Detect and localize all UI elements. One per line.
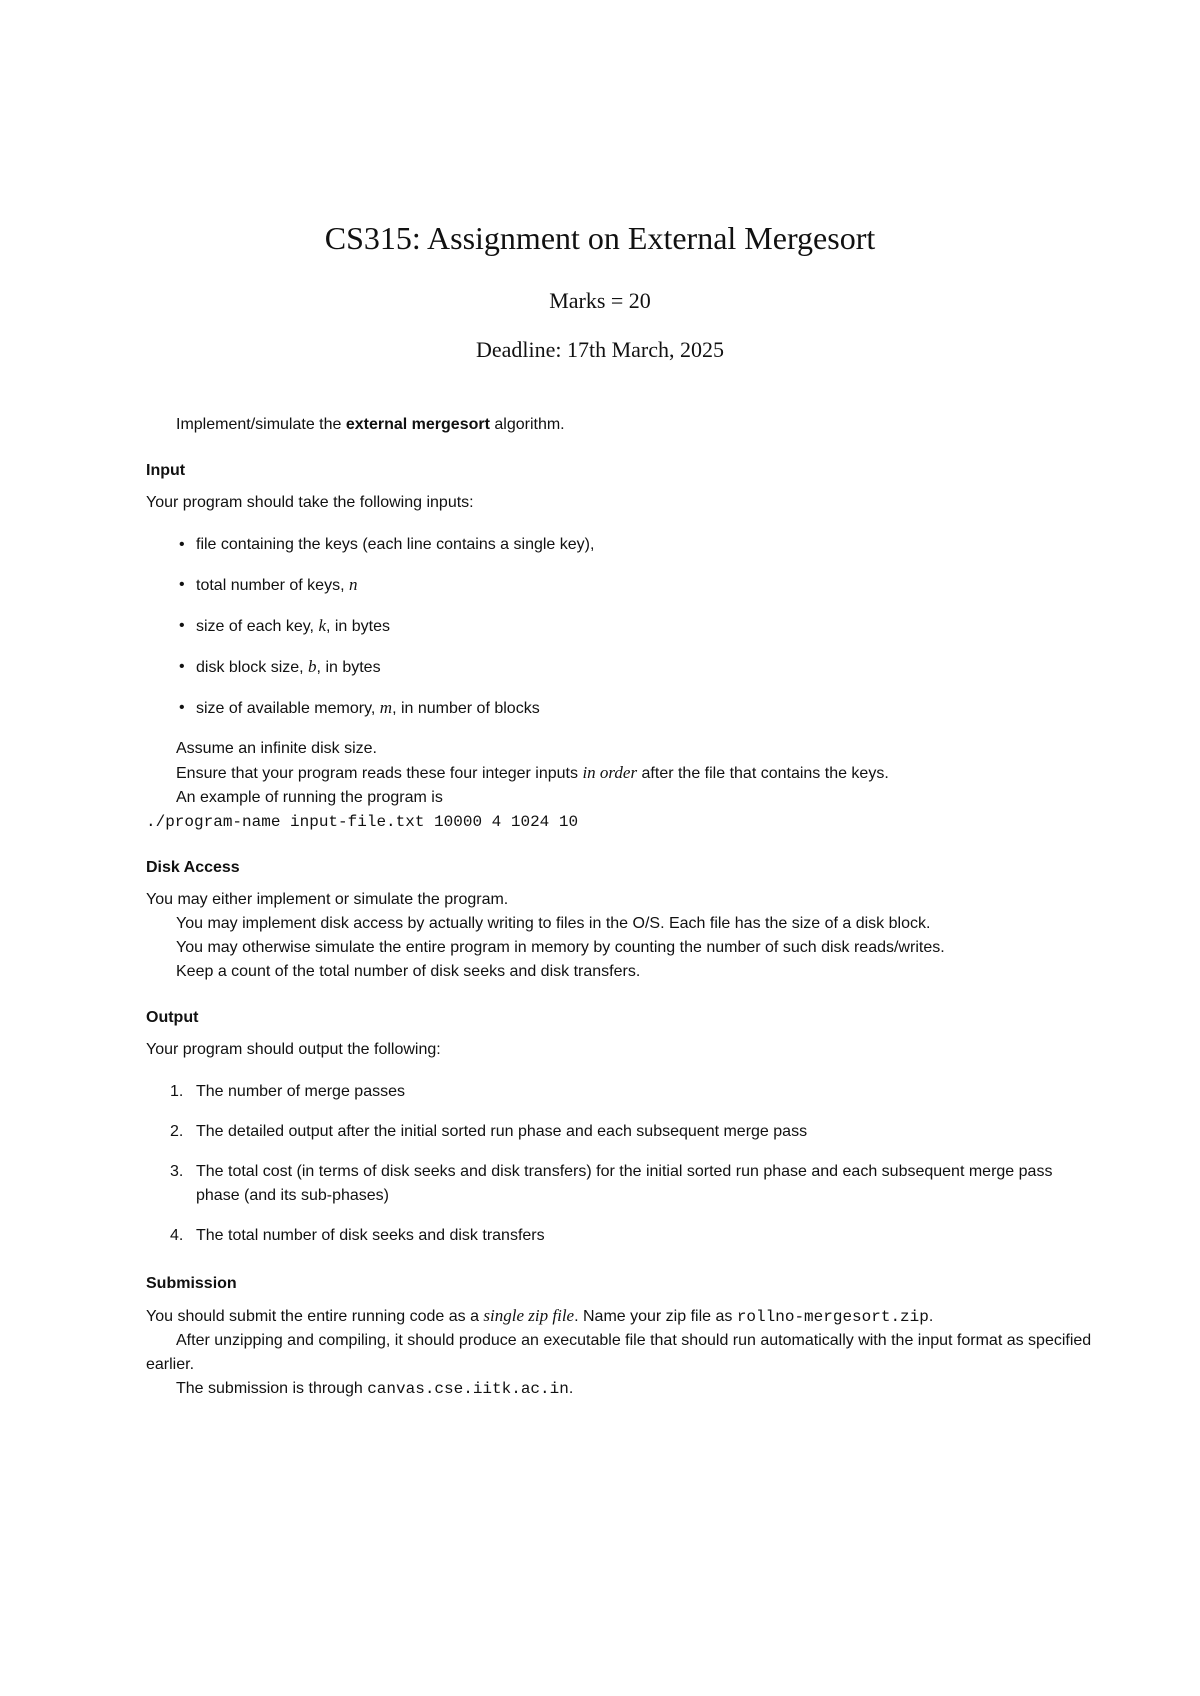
item-number: 2.	[170, 1123, 184, 1140]
bullet-icon: •	[179, 576, 185, 593]
intro-text-after: algorithm.	[489, 416, 565, 433]
submission-line-2: After unzipping and compiling, it should produce an executable file that should run automatically with the input format as specified earlier.	[146, 1332, 1092, 1373]
output-heading: Output	[146, 1009, 199, 1026]
disk-access-heading: Disk Access	[146, 859, 240, 876]
item-variable: m	[379, 698, 393, 717]
submission-text: .	[568, 1380, 574, 1397]
item-number: 3.	[170, 1163, 184, 1180]
zip-filename: rollno-mergesort.zip	[736, 1308, 929, 1326]
ensure-text-after: after the file that contains the keys.	[637, 765, 889, 782]
bullet-icon: •	[179, 699, 185, 716]
assume-line: Assume an infinite disk size.	[176, 740, 377, 757]
example-command: ./program-name input-file.txt 10000 4 1024 10	[146, 813, 579, 831]
item-text: The detailed output after the initial sorted run phase and each subsequent merge pass	[196, 1123, 808, 1140]
marks-line: Marks = 20	[549, 288, 651, 313]
item-text: The total number of disk seeks and disk transfers	[196, 1227, 545, 1244]
intro-paragraph	[146, 413, 1096, 437]
item-variable: n	[348, 575, 358, 594]
item-text: disk block size,	[196, 659, 309, 676]
intro-text-before: Implement/simulate the	[176, 416, 346, 433]
submission-text: . Name your zip file as	[574, 1308, 737, 1325]
submission-line-3	[146, 1377, 1096, 1401]
list-item	[170, 1224, 1096, 1248]
example-lead: An example of running the program is	[176, 789, 443, 806]
item-number: 1.	[170, 1083, 184, 1100]
submission-url: canvas.cse.iitk.ac.in	[367, 1380, 569, 1398]
input-lead: Your program should take the following inputs:	[146, 494, 474, 511]
submission-text: The submission is through	[176, 1380, 368, 1397]
disk-line: You may implement disk access by actually writing to files in the O/S. Each file has the size of a disk block.	[176, 915, 931, 932]
document-body	[146, 413, 1096, 1401]
disk-line: You may either implement or simulate the program.	[146, 891, 509, 908]
disk-line: You may otherwise simulate the entire program in memory by counting the number of such disk reads/writes.	[176, 939, 945, 956]
ensure-text-before: Ensure that your program reads these four integer inputs	[176, 765, 583, 782]
input-heading: Input	[146, 462, 186, 479]
list-item	[170, 1080, 1096, 1104]
submission-text: You should submit the entire running code as a	[146, 1308, 484, 1325]
item-number: 4.	[170, 1227, 184, 1244]
output-lead: Your program should output the following:	[146, 1041, 441, 1058]
list-item	[176, 655, 1096, 680]
list-item	[176, 614, 1096, 639]
input-list	[146, 533, 1096, 721]
intro-bold: external mergesort	[345, 416, 490, 433]
item-text: The number of merge passes	[196, 1083, 405, 1100]
item-variable: b	[308, 657, 317, 676]
list-item	[170, 1160, 1096, 1208]
item-text: The total cost (in terms of disk seeks and disk transfers) for the initial sorted run phase and each subsequent merge pass phase (and its sub-phases)	[196, 1163, 1053, 1204]
item-text-after: , in bytes	[316, 659, 381, 676]
item-text: size of available memory,	[196, 700, 380, 717]
document-title: CS315: Assignment on External Mergesort	[324, 220, 876, 256]
deadline-line: Deadline: 17th March, 2025	[475, 337, 725, 362]
item-text-after: , in number of blocks	[392, 700, 540, 717]
bullet-icon: •	[179, 536, 185, 553]
disk-line: Keep a count of the total number of disk seeks and disk transfers.	[176, 963, 641, 980]
item-text: size of each key,	[196, 618, 319, 635]
ensure-line	[146, 761, 1096, 786]
submission-text: .	[928, 1308, 934, 1325]
output-list	[146, 1080, 1096, 1248]
list-item	[176, 573, 1096, 598]
list-item	[170, 1120, 1096, 1144]
item-text: total number of keys,	[196, 577, 349, 594]
submission-italic: single zip file	[483, 1306, 575, 1325]
list-item	[176, 696, 1096, 721]
submission-heading: Submission	[146, 1275, 237, 1292]
bullet-icon: •	[179, 658, 185, 675]
ensure-italic: in order	[582, 763, 638, 782]
list-item	[176, 533, 1096, 557]
bullet-icon: •	[179, 617, 185, 634]
item-text: file containing the keys (each line contains a single key),	[196, 536, 595, 553]
submission-line-1	[146, 1304, 1096, 1329]
item-variable: k	[318, 616, 326, 635]
item-text-after: , in bytes	[325, 618, 391, 635]
